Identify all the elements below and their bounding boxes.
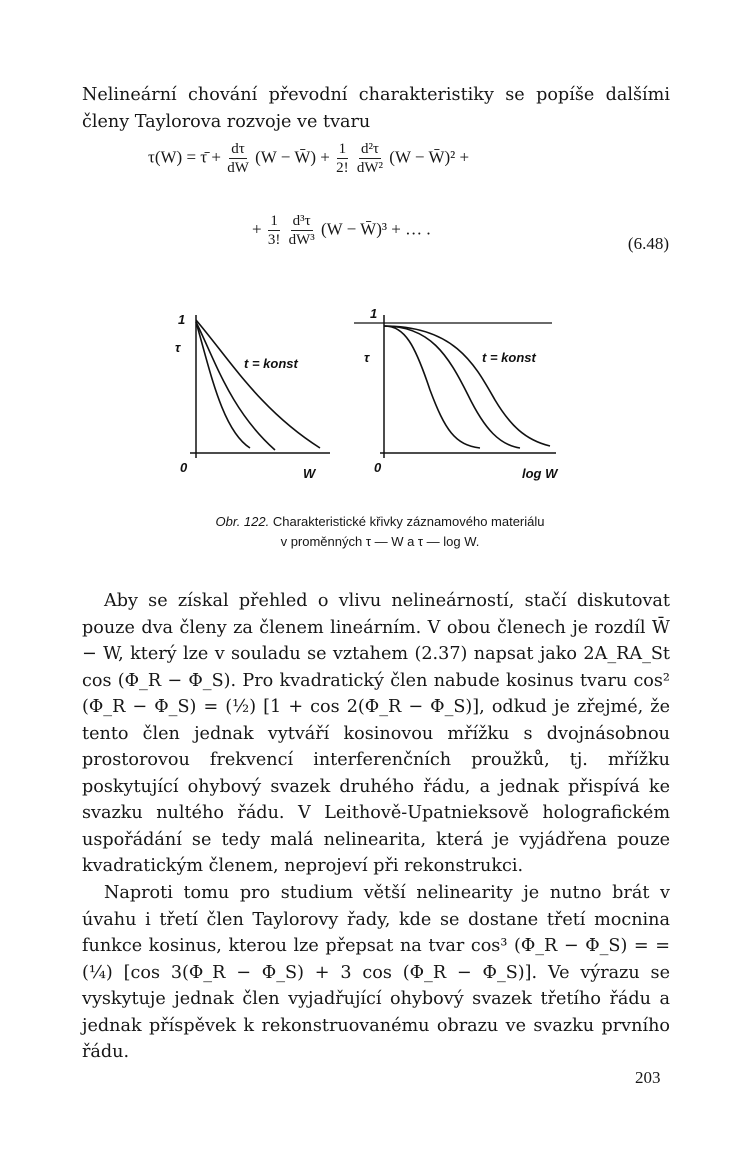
right-y-label: τ [364,350,370,365]
eq-plus: + [252,219,262,239]
equation-line-1 [148,140,628,177]
page-number: 203 [635,1068,661,1087]
right-y-top-label: 1 [370,306,378,321]
right-annotation: t = konst [482,350,536,365]
characteristic-curves-figure [0,300,753,520]
left-origin-label: 0 [180,460,188,475]
paragraph-1: Aby se získal přehled o vlivu nelineárností, stačí diskutovat pouze dva členy za členem lineárním. V obou členech je rozdíl W̄ − W, který lze v souladu se vztahem (2.37) napsat jako 2A_RA_St cos (Φ_R − Φ_S). Pro kvadratický člen nabude kosinus tvaru cos² (Φ_R − Φ_S) = (½) [1 + cos 2(Φ_R − Φ_S)], odkud je zřejmé, že tento člen jednak vytváří kosinovou mřížku s dvojnásobnou prostorovou frekvencí interferenčních proužků, tj. mřížku poskytující ohybový svazek druhého řádu, a jednak přispívá ke svazku nultého řádu. V Leithově-Upatnieksově holografickém uspořádání se tedy malá nelinearita, která je vyjádřena pouze kvadratickým členem, neprojeví při rekonstrukci. [82,591,670,876]
left-annotation: t = konst [244,356,298,371]
right-x-label: log W [522,466,558,481]
eq-term-1: (W − W̄) + [255,147,330,167]
eq-derivative-1: $\frac{d\tau}{dW}$ [227,141,249,176]
intro-text: Nelineární chování převodní charakteristiky se popíše dalšími členy Taylorova rozvoje ve tvaru [82,85,670,132]
right-curve-1 [384,326,480,448]
caption-line-1: Charakteristické křivky záznamového materiálu [272,514,545,529]
right-origin-label: 0 [374,460,382,475]
eq-lhs: τ(W) = τ̄ + [148,147,221,167]
eq-derivative-2: $\frac{\text{d²τ}}{\text{dW²}}$ [356,141,384,176]
left-x-label: W [303,466,316,481]
equation-line-2 [252,212,572,249]
left-y-top-label: 1 [178,312,186,327]
figure-caption [140,512,620,552]
left-curve-2 [196,322,275,450]
left-y-label: τ [175,340,181,355]
eq-derivative-3: $\frac{\text{d³τ}}{\text{dW³}}$ [288,213,315,248]
caption-label: Obr. 122. [215,514,270,529]
eq-term-2: (W − W̄)² + [389,147,470,167]
eq-coef-2: $\frac{1}{2!}$ [336,141,349,176]
paragraph-2: Naproti tomu pro studium větší nelinearity je nutno brát v úvahu i třetí člen Taylorovy řady, kde se dostane třetí mocnina funkce kosinus, kterou lze přepsat na tvar cos³ (Φ_R − Φ_S) = = (¼) [cos 3(Φ_R − Φ_S) + 3 cos (Φ_R − Φ_S)]. Ve výrazu se vyskytuje jednak člen vyjadřující ohybový svazek třetího řádu a jednak příspěvek k rekonstruovanému obrazu ve svazku prvního řádu. [82,883,670,1062]
eq-coef-3: $\frac{1}{3!}$ [267,213,281,248]
caption-line-2: v proměnných τ — W a τ — log W. [280,534,480,549]
right-curve-3 [384,326,550,446]
right-plot [354,306,559,481]
left-plot [175,312,330,481]
eq-term-3: (W − W̄)³ + … . [321,219,431,239]
equation-number: (6.48) [627,234,669,253]
